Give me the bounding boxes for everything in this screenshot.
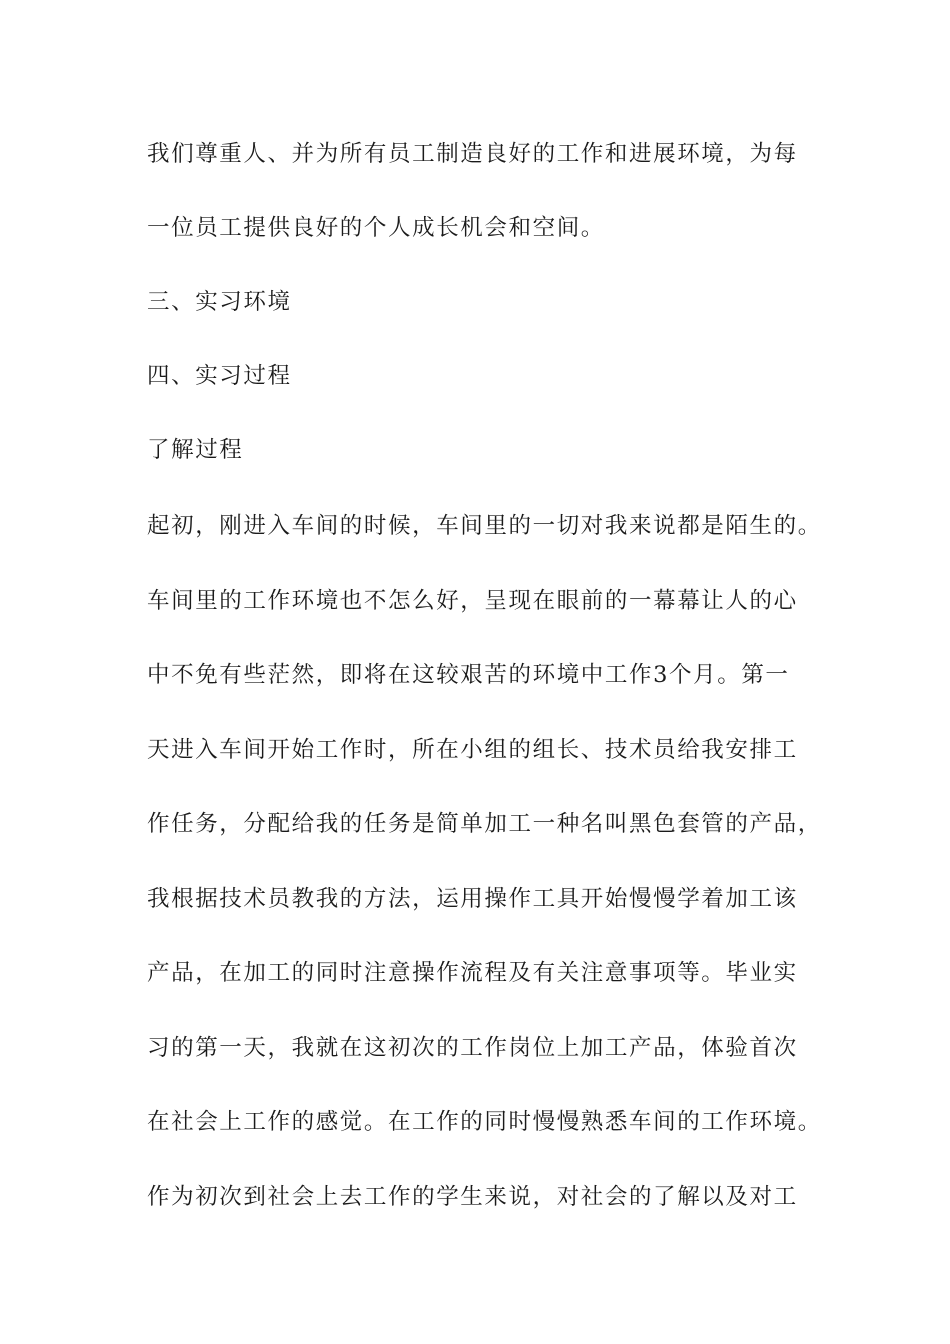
subsection-heading: 了解过程 [147,437,244,463]
paragraph-line: 一位员工提供良好的个人成长机会和空间。 [147,215,605,241]
paragraph-line: 习的第一天，我就在这初次的工作岗位上加工产品，体验首次 [147,1035,798,1061]
paragraph-line: 起初，刚进入车间的时候，车间里的一切对我来说都是陌生的。 [147,513,822,539]
paragraph-line: 车间里的工作环境也不怎么好，呈现在眼前的一幕幕让人的心 [147,588,798,614]
paragraph-line: 我根据技术员教我的方法，运用操作工具开始慢慢学着加工该 [147,886,798,912]
paragraph-line: 天进入车间开始工作时，所在小组的组长、技术员给我安排工 [147,737,798,763]
paragraph-line: 我们尊重人、并为所有员工制造良好的工作和进展环境，为每 [147,141,798,167]
paragraph-line: 作任务，分配给我的任务是简单加工一种名叫黑色套管的产品， [147,811,822,837]
section-heading: 三、实习环境 [147,289,292,315]
paragraph-line: 产品，在加工的同时注意操作流程及有关注意事项等。毕业实 [147,960,798,986]
section-heading: 四、实习过程 [147,363,292,389]
paragraph-line: 作为初次到社会上去工作的学生来说，对社会的了解以及对工 [147,1184,798,1210]
paragraph-line: 中不免有些茫然，即将在这较艰苦的环境中工作3个月。第一 [147,662,790,688]
paragraph-line: 在社会上工作的感觉。在工作的同时慢慢熟悉车间的工作环境。 [147,1109,822,1135]
